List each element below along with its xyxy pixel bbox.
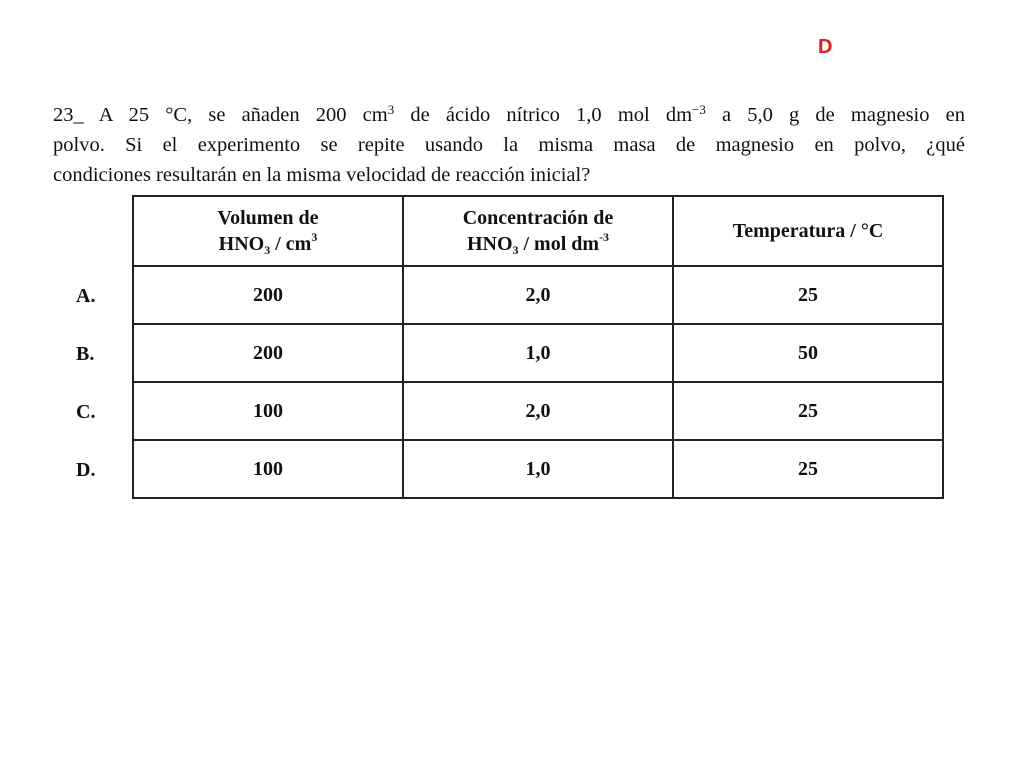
option-label-a: A. [76,285,96,307]
header-volume [133,196,403,266]
cell-volume: 200 [133,324,403,382]
cell-concentration: 1,0 [403,440,673,498]
header-concentration [403,196,673,266]
header-concentration-line1: Concentración de [462,207,614,229]
question-line-1-part-c: a 5,0 g de magnesio en [705,104,965,126]
option-label-d: D. [76,459,96,481]
cell-concentration: 1,0 [403,324,673,382]
table-header-row [133,196,943,266]
option-label-c: C. [76,401,96,423]
header-volume-sub: 3 [264,243,271,257]
header-volume-unit: / cm [270,233,312,255]
cell-concentration: 2,0 [403,382,673,440]
answer-mark: D [818,36,833,58]
header-volume-sup: 3 [311,230,318,244]
table-row [133,324,943,382]
question-text [53,100,965,190]
option-label-b: B. [76,343,95,365]
header-concentration-formula: HNO [466,233,513,255]
cell-concentration: 2,0 [403,266,673,324]
question-sup-2: −3 [692,102,706,117]
table-row [133,382,943,440]
header-volume-formula: HNO [218,233,265,255]
cell-volume: 100 [133,440,403,498]
table-row [133,266,943,324]
options-table [132,195,944,499]
cell-volume: 100 [133,382,403,440]
header-concentration-sup: -3 [599,230,610,244]
cell-volume: 200 [133,266,403,324]
cell-temperature: 25 [673,382,943,440]
header-concentration-sub: 3 [512,243,519,257]
question-line-1-part-b: de ácido nítrico 1,0 mol dm [394,104,693,126]
cell-temperature: 25 [673,440,943,498]
question-line-1 [53,100,965,130]
question-sup-1: 3 [387,102,395,117]
question-line-2: polvo. Si el experimento se repite usando la misma masa de magnesio en polvo, ¿qué [53,134,965,156]
header-concentration-unit: / mol dm [518,233,600,255]
cell-temperature: 50 [673,324,943,382]
header-temperature: Temperatura / °C [673,196,943,266]
header-volume-line1: Volumen de [217,207,319,229]
table-row [133,440,943,498]
question-line-1-part-a: 23_ A 25 °C, se añaden 200 cm [53,104,388,126]
cell-temperature: 25 [673,266,943,324]
question-line-3: condiciones resultarán en la misma velocidad de reacción inicial? [53,164,591,186]
